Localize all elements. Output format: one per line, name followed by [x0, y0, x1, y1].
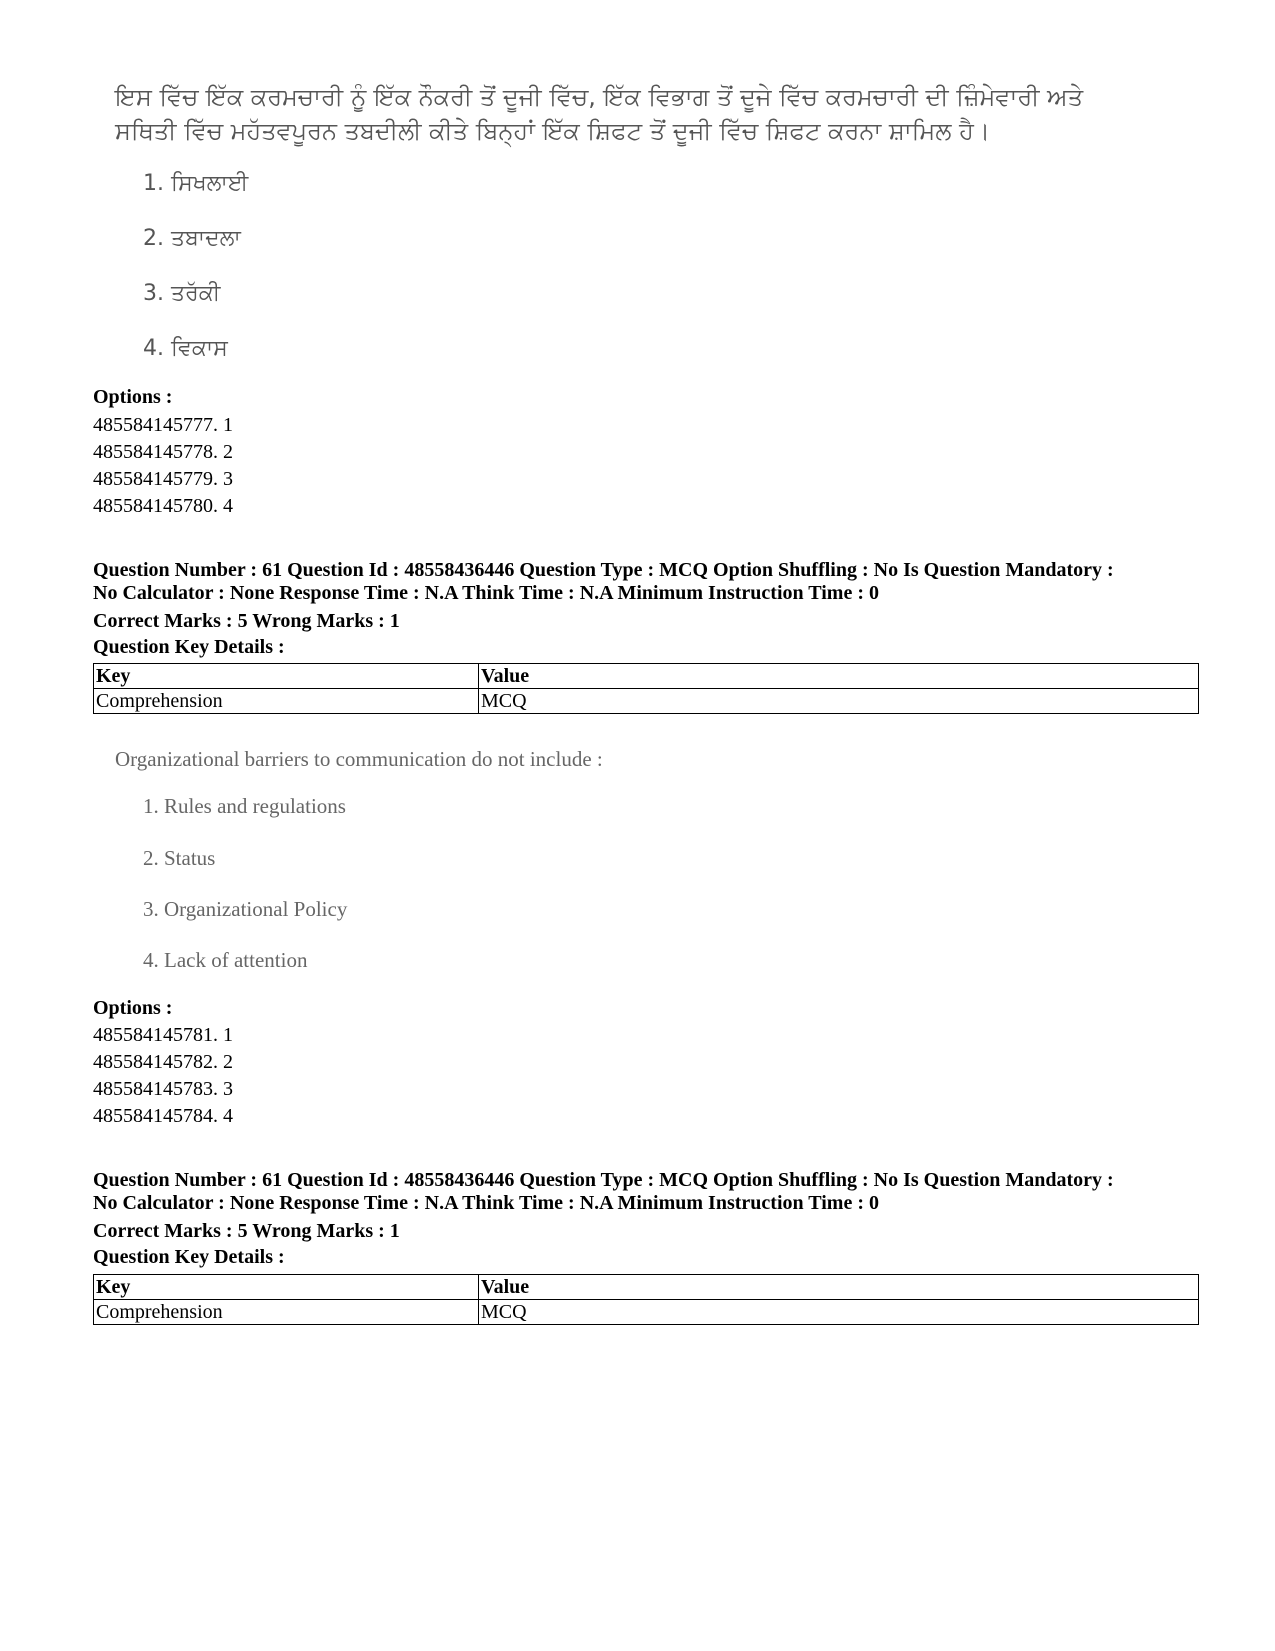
table-header-key: Key	[94, 664, 479, 689]
question-2-stem: Organizational barriers to communication do not include :	[115, 747, 603, 771]
option-1-4: 485584145780. 4	[93, 495, 233, 517]
question-1-stem: ਇਸ ਵਿੱਚ ਇੱਕ ਕਰਮਚਾਰੀ ਨੂੰ ਇੱਕ ਨੌਕਰੀ ਤੋਂ ਦੂਜੀ ਵਿੱਚ, ਇੱਕ ਵਿਭਾਗ ਤੋਂ ਦੂਜੇ ਵਿੱਚ ਕਰਮਚਾਰੀ ਦੀ ਜ਼ਿੰਮੇਵਾਰੀ ਅਤੇ ਸਥਿਤੀ ਵਿੱਚ ਮਹੱਤਵਪੂਰਨ ਤਬਦੀਲੀ ਕੀਤੇ ਬਿਨ੍ਹਾਂ ਇੱਕ ਸ਼ਿਫਟ ਤੋਂ ਦੂਜੀ ਵਿੱਚ ਸ਼ਿਫਟ ਕਰਨਾ ਸ਼ਾਮਿਲ ਹੈ।	[115, 83, 1084, 145]
question-2-choice-3: 3. Organizational Policy	[143, 897, 348, 921]
table-row	[94, 689, 1199, 714]
question-2-choice-2: 2. Status	[143, 846, 216, 870]
question-2-meta-line-2: No Calculator : None Response Time : N.A Think Time : N.A Minimum Instruction Time : 0	[93, 582, 879, 604]
table-cell-key: Comprehension	[94, 1300, 479, 1325]
question-3-key-table	[93, 1274, 1199, 1325]
table-header-row	[94, 1275, 1199, 1300]
table-row	[94, 1300, 1199, 1325]
question-2-choice-1: 1. Rules and regulations	[143, 794, 346, 818]
question-1-choice-3: 3. ਤਰੱਕੀ	[143, 281, 221, 306]
table-header-row	[94, 664, 1199, 689]
options-label-1: Options :	[93, 386, 173, 408]
question-2-meta-line-1: Question Number : 61 Question Id : 48558436446 Question Type : MCQ Option Shuffling : No Is Question Mandatory :	[93, 559, 1114, 581]
table-cell-key: Comprehension	[94, 689, 479, 714]
table-header-key: Key	[94, 1275, 479, 1300]
table-header-value: Value	[479, 1275, 1199, 1300]
question-1-choice-2: 2. ਤਬਾਦਲਾ	[143, 226, 241, 251]
option-2-1: 485584145781. 1	[93, 1024, 233, 1046]
question-1-choice-1: 1. ਸਿਖਲਾਈ	[143, 171, 249, 196]
option-1-3: 485584145779. 3	[93, 468, 233, 490]
question-2-marks: Correct Marks : 5 Wrong Marks : 1	[93, 610, 400, 632]
option-2-2: 485584145782. 2	[93, 1051, 233, 1073]
question-1-image	[115, 80, 1115, 380]
question-3-marks: Correct Marks : 5 Wrong Marks : 1	[93, 1220, 400, 1242]
options-label-2: Options :	[93, 997, 173, 1019]
table-header-value: Value	[479, 664, 1199, 689]
option-2-4: 485584145784. 4	[93, 1105, 233, 1127]
question-3-meta-line-1: Question Number : 61 Question Id : 48558436446 Question Type : MCQ Option Shuffling : No Is Question Mandatory :	[93, 1169, 1114, 1191]
question-2-image	[115, 742, 815, 982]
option-1-1: 485584145777. 1	[93, 414, 233, 436]
question-3-key-details-label: Question Key Details :	[93, 1246, 285, 1268]
table-cell-value: MCQ	[479, 1300, 1199, 1325]
question-2-choice-4: 4. Lack of attention	[143, 948, 308, 972]
question-2-key-table	[93, 663, 1199, 714]
question-1-choice-4: 4. ਵਿਕਾਸ	[143, 336, 228, 361]
question-2-key-details-label: Question Key Details :	[93, 636, 285, 658]
option-2-3: 485584145783. 3	[93, 1078, 233, 1100]
question-3-meta-line-2: No Calculator : None Response Time : N.A Think Time : N.A Minimum Instruction Time : 0	[93, 1192, 879, 1214]
table-cell-value: MCQ	[479, 689, 1199, 714]
option-1-2: 485584145778. 2	[93, 441, 233, 463]
